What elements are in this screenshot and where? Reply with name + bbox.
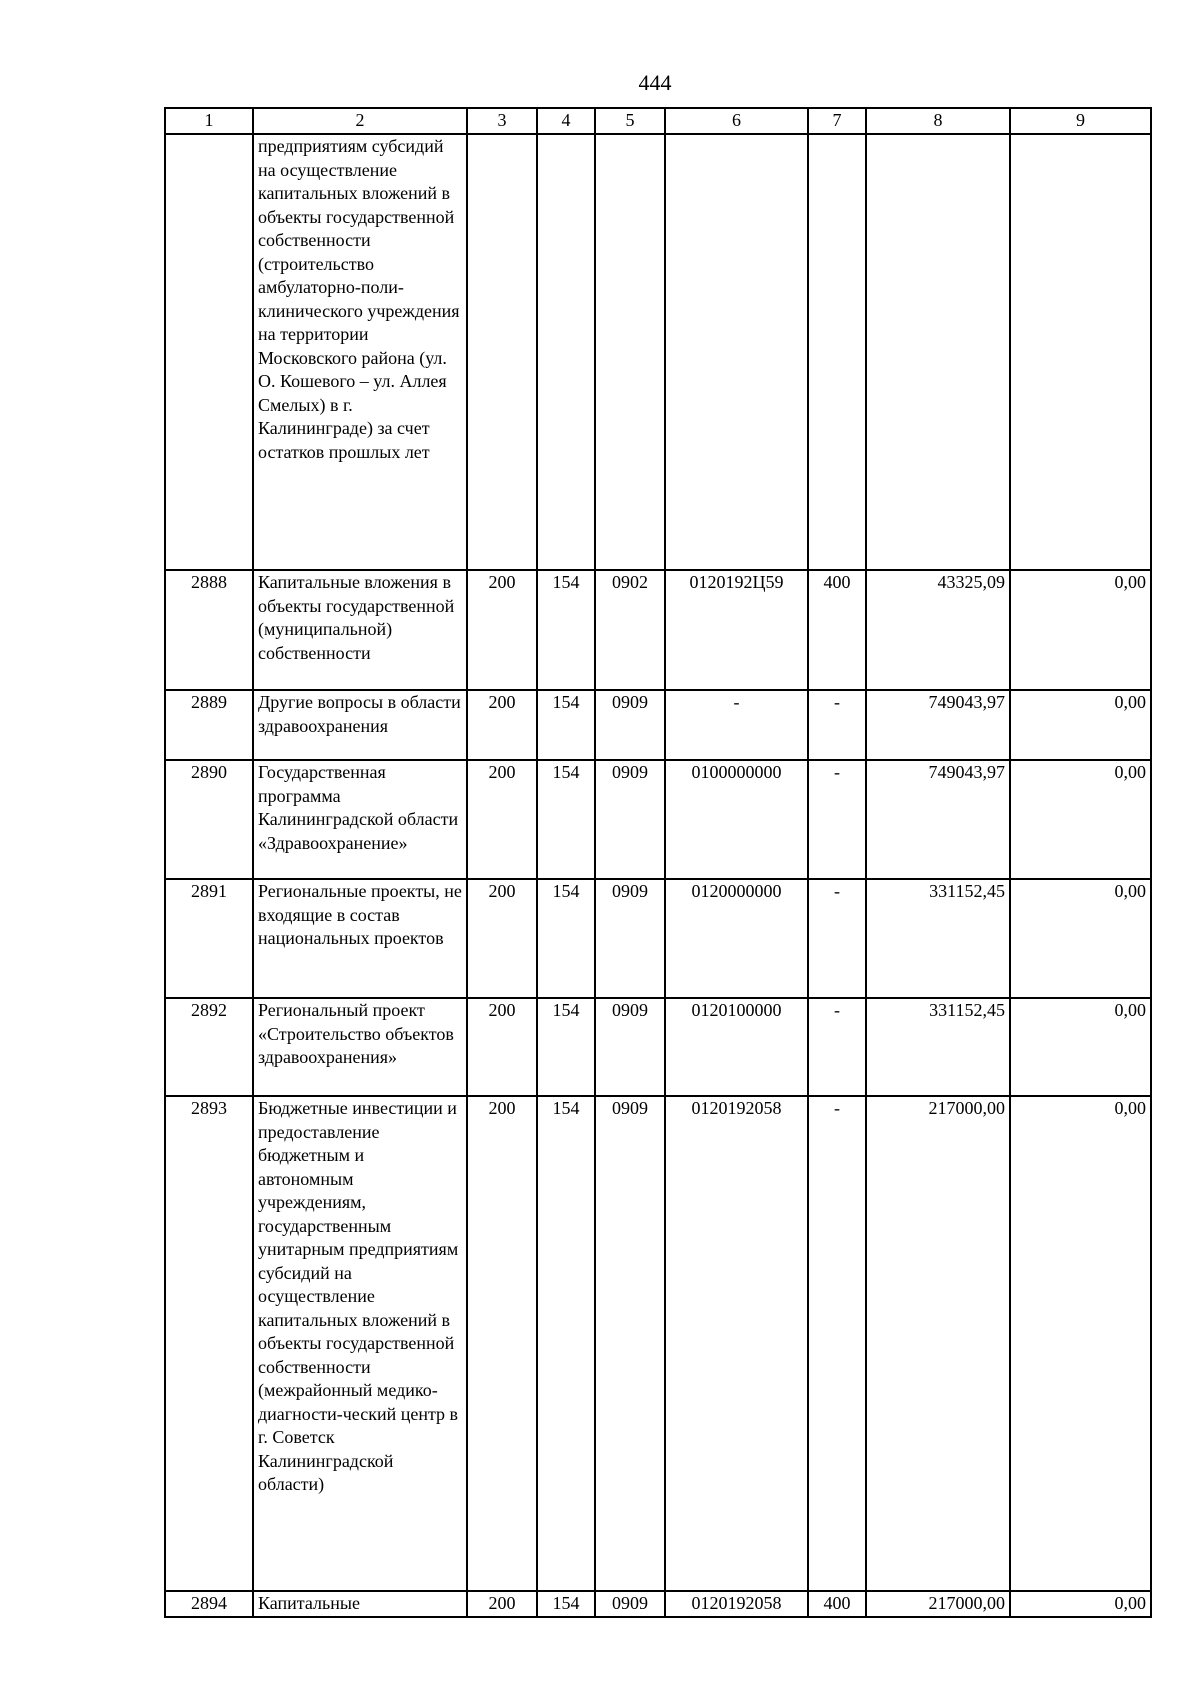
budget-table (164, 107, 1152, 1618)
table-row (165, 879, 1151, 998)
code-cell: 400 (808, 1591, 866, 1617)
code-cell: 154 (537, 879, 595, 998)
code-cell: - (808, 690, 866, 760)
code-cell: 200 (467, 1096, 537, 1591)
code-cell: 0909 (595, 879, 665, 998)
code-cell: 200 (467, 998, 537, 1096)
row-description: Региональный проект «Строительство объектов здравоохранения» (253, 998, 467, 1096)
amount-cell: 749043,97 (866, 690, 1010, 760)
amount-cell: 0,00 (1010, 998, 1151, 1096)
amount-cell: 217000,00 (866, 1591, 1010, 1617)
row-description: Другие вопросы в области здравоохранения (253, 690, 467, 760)
code-cell: 0909 (595, 1591, 665, 1617)
row-description: Капитальные (253, 1591, 467, 1617)
amount-cell: 0,00 (1010, 760, 1151, 879)
amount-cell: 0,00 (1010, 1591, 1151, 1617)
header-row (165, 108, 1151, 134)
amount-cell: 749043,97 (866, 760, 1010, 879)
code-cell (808, 134, 866, 570)
amount-cell (1010, 134, 1151, 570)
code-cell: 154 (537, 998, 595, 1096)
code-cell: 0909 (595, 1096, 665, 1591)
code-cell: - (808, 998, 866, 1096)
table-row (165, 1591, 1151, 1617)
column-header: 9 (1010, 108, 1151, 134)
row-description: Бюджетные инвестиции и предоставление бюджетным и автономным учреждениям, государственным унитарным предприятиям субсидий на осуществление капитальных вложений в объекты государственной собственности (межрайонный медико-диагности-ческий центр в г. Советск Калининградской области) (253, 1096, 467, 1591)
column-header: 4 (537, 108, 595, 134)
code-cell (665, 134, 808, 570)
row-number: 2890 (165, 760, 253, 879)
row-description: предприятиям субсидий на осуществление капитальных вложений в объекты государственной собственности (строительство амбулаторно-поли-клинического учреждения на территории Московского района (ул. О. Кошевого – ул. Аллея Смелых) в г. Калининграде) за счет остатков прошлых лет (253, 134, 467, 570)
code-cell: 0120000000 (665, 879, 808, 998)
code-cell: 154 (537, 1096, 595, 1591)
code-cell: - (808, 879, 866, 998)
code-cell: 0120192Ц59 (665, 570, 808, 690)
column-header: 2 (253, 108, 467, 134)
code-cell: 154 (537, 570, 595, 690)
code-cell: 154 (537, 1591, 595, 1617)
page-number: 444 (638, 70, 672, 95)
amount-cell: 217000,00 (866, 1096, 1010, 1591)
code-cell: 0909 (595, 760, 665, 879)
column-header: 5 (595, 108, 665, 134)
column-header: 8 (866, 108, 1010, 134)
code-cell: 200 (467, 570, 537, 690)
table-row (165, 570, 1151, 690)
code-cell (467, 134, 537, 570)
row-description: Региональные проекты, не входящие в состав национальных проектов (253, 879, 467, 998)
amount-cell: 331152,45 (866, 879, 1010, 998)
row-number: 2891 (165, 879, 253, 998)
column-header: 7 (808, 108, 866, 134)
amount-cell: 0,00 (1010, 879, 1151, 998)
column-header: 6 (665, 108, 808, 134)
table-row (165, 998, 1151, 1096)
code-cell: 154 (537, 760, 595, 879)
table-row (165, 760, 1151, 879)
code-cell: - (665, 690, 808, 760)
amount-cell: 0,00 (1010, 570, 1151, 690)
row-number: 2889 (165, 690, 253, 760)
column-header: 1 (165, 108, 253, 134)
row-number (165, 134, 253, 570)
row-number: 2893 (165, 1096, 253, 1591)
table-row (165, 690, 1151, 760)
code-cell: 154 (537, 690, 595, 760)
amount-cell: 331152,45 (866, 998, 1010, 1096)
table-row (165, 1096, 1151, 1591)
code-cell: 0909 (595, 690, 665, 760)
row-number: 2894 (165, 1591, 253, 1617)
code-cell: 0120100000 (665, 998, 808, 1096)
column-header: 3 (467, 108, 537, 134)
code-cell (537, 134, 595, 570)
row-description: Капитальные вложения в объекты государственной (муниципальной) собственности (253, 570, 467, 690)
code-cell: 200 (467, 879, 537, 998)
code-cell: 400 (808, 570, 866, 690)
code-cell: - (808, 1096, 866, 1591)
code-cell: 0120192058 (665, 1096, 808, 1591)
table-row (165, 134, 1151, 570)
amount-cell (866, 134, 1010, 570)
code-cell (595, 134, 665, 570)
code-cell: 0902 (595, 570, 665, 690)
amount-cell: 0,00 (1010, 1096, 1151, 1591)
code-cell: 0100000000 (665, 760, 808, 879)
code-cell: 200 (467, 690, 537, 760)
amount-cell: 43325,09 (866, 570, 1010, 690)
code-cell: 200 (467, 760, 537, 879)
row-number: 2892 (165, 998, 253, 1096)
code-cell: 200 (467, 1591, 537, 1617)
row-number: 2888 (165, 570, 253, 690)
code-cell: 0909 (595, 998, 665, 1096)
row-description: Государственная программа Калининградской области «Здравоохранение» (253, 760, 467, 879)
code-cell: - (808, 760, 866, 879)
code-cell: 0120192058 (665, 1591, 808, 1617)
amount-cell: 0,00 (1010, 690, 1151, 760)
